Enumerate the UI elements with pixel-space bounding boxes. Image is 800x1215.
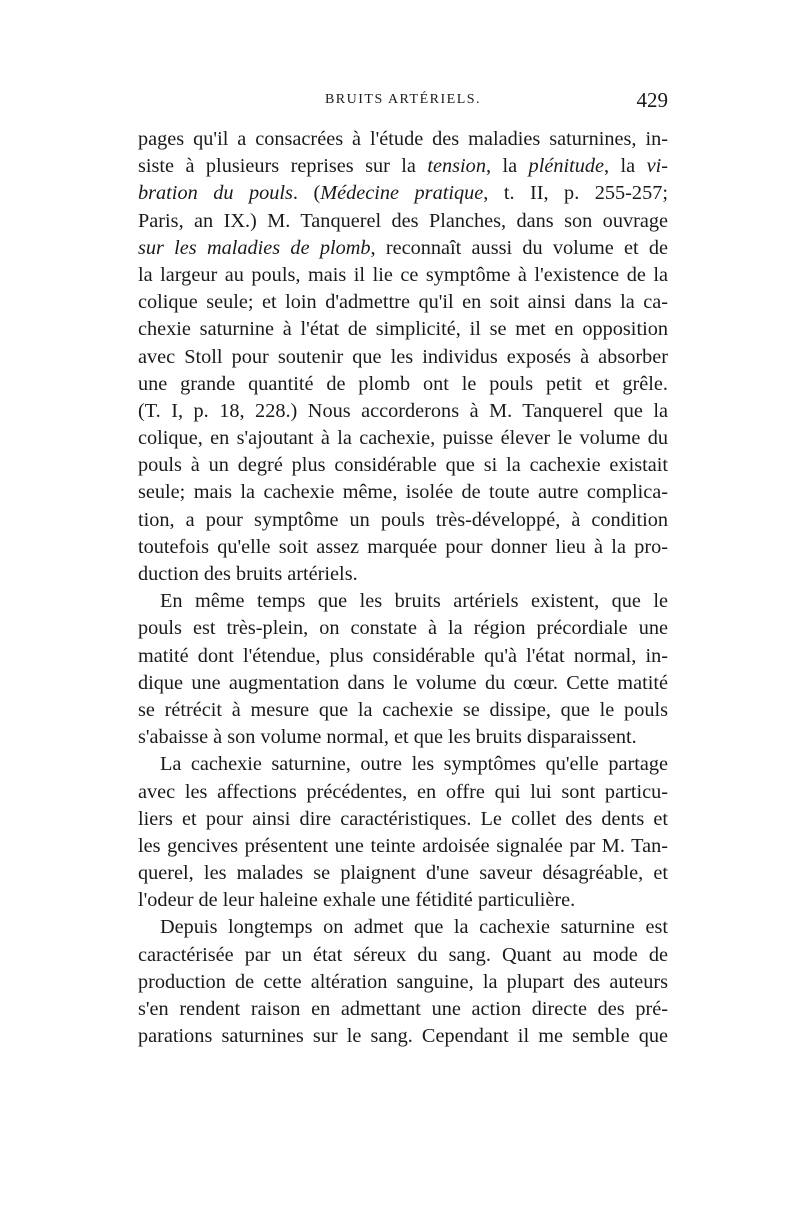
text-line: production de cette altération sanguine, la plupart des auteurs — [138, 970, 668, 993]
text-line: querel, les malades se plaignent d'une saveur désagréable, et — [138, 862, 668, 885]
text-line: matité dont l'étendue, plus considérable qu'à l'état normal, in- — [138, 644, 668, 667]
text-line: duction des bruits artériels. — [138, 563, 358, 585]
text-line: s'abaisse à son volume normal, et que les bruits disparaissent. — [138, 726, 637, 749]
text-line: sur les maladies de plomb, reconnaît aussi du volume et de — [138, 236, 668, 259]
text-line: une grande quantité de plomb ont le pouls petit et grêle. — [138, 372, 668, 395]
text-line: caractérisée par un état séreux du sang. Quant au mode de — [138, 943, 668, 966]
text-line: bration du pouls. (Médecine pratique, t. II, p. 255-257; — [138, 182, 668, 205]
body-text — [138, 126, 668, 1050]
italic-title-maladies-de-plomb: sur les maladies de plomb — [138, 236, 371, 259]
italic-term-tension: tension — [427, 155, 486, 178]
text-line: La cachexie saturnine, outre les symptômes qu'elle partage — [160, 753, 668, 776]
text-line: toutefois qu'elle soit assez marquée pour donner lieu à la pro- — [138, 535, 668, 558]
running-title: BRUITS ARTÉRIELS. — [324, 92, 482, 107]
text-line: Paris, an IX.) M. Tanquerel des Planches, dans son ouvrage — [138, 209, 668, 232]
italic-term-plenitude: plénitude — [528, 155, 605, 178]
text-line: seule; mais la cachexie même, isolée de toute autre complica- — [138, 481, 668, 504]
book-page — [138, 88, 668, 1050]
italic-title-medecine-pratique: Médecine pratique — [320, 182, 484, 205]
text-line: dique une augmentation dans le volume du cœur. Cette matité — [138, 671, 668, 694]
italic-term-vibration-cont: bration du pouls — [138, 182, 293, 205]
text-line: les gencives présentent une teinte ardoisée signalée par M. Tan- — [138, 834, 668, 857]
text-line: tion, a pour symptôme un pouls très-développé, à condition — [138, 508, 668, 531]
text-line: l'odeur de leur haleine exhale une fétidité particulière. — [138, 889, 576, 912]
text-line: colique seule; et loin d'admettre qu'il en soit ainsi dans la ca- — [138, 291, 668, 314]
text-line: la largeur au pouls, mais il lie ce symptôme à l'existence de la — [138, 263, 668, 286]
text-line: pages qu'il a consacrées à l'étude des maladies saturnines, in- — [138, 128, 668, 150]
italic-term-vibration: vi- — [646, 155, 668, 178]
text-line: siste à plusieurs reprises sur la tension, la plénitude, la vi- — [138, 155, 668, 178]
text-line: parations saturnines sur le sang. Cependant il me semble que — [138, 1025, 668, 1048]
text-line: s'en rendent raison en admettant une action directe des pré- — [138, 998, 668, 1020]
text-line: colique, en s'ajoutant à la cachexie, puisse élever le volume du — [138, 427, 668, 450]
text-line: avec Stoll pour soutenir que les individus exposés à absorber — [138, 345, 668, 368]
text-line: avec les affections précédentes, en offre qui lui sont particu- — [138, 780, 668, 803]
text-line: Depuis longtemps on admet que la cachexie saturnine est — [160, 916, 668, 939]
text-line: liers et pour ainsi dire caractéristiques. Le collet des dents et — [138, 807, 668, 830]
text-line: chexie saturnine à l'état de simplicité, il se met en opposition — [138, 318, 668, 341]
text-line: (T. I, p. 18, 228.) Nous accorderons à M. Tanquerel que la — [138, 399, 668, 422]
page-header — [138, 88, 668, 120]
text-line: se rétrécit à mesure que la cachexie se dissipe, que le pouls — [138, 698, 668, 721]
text-line: pouls est très-plein, on constate à la région précordiale une — [138, 617, 668, 640]
page-number: 429 — [636, 88, 668, 112]
text-line: En même temps que les bruits artériels existent, que le — [160, 590, 668, 613]
text-line: pouls à un degré plus considérable que si la cachexie existait — [138, 454, 668, 477]
